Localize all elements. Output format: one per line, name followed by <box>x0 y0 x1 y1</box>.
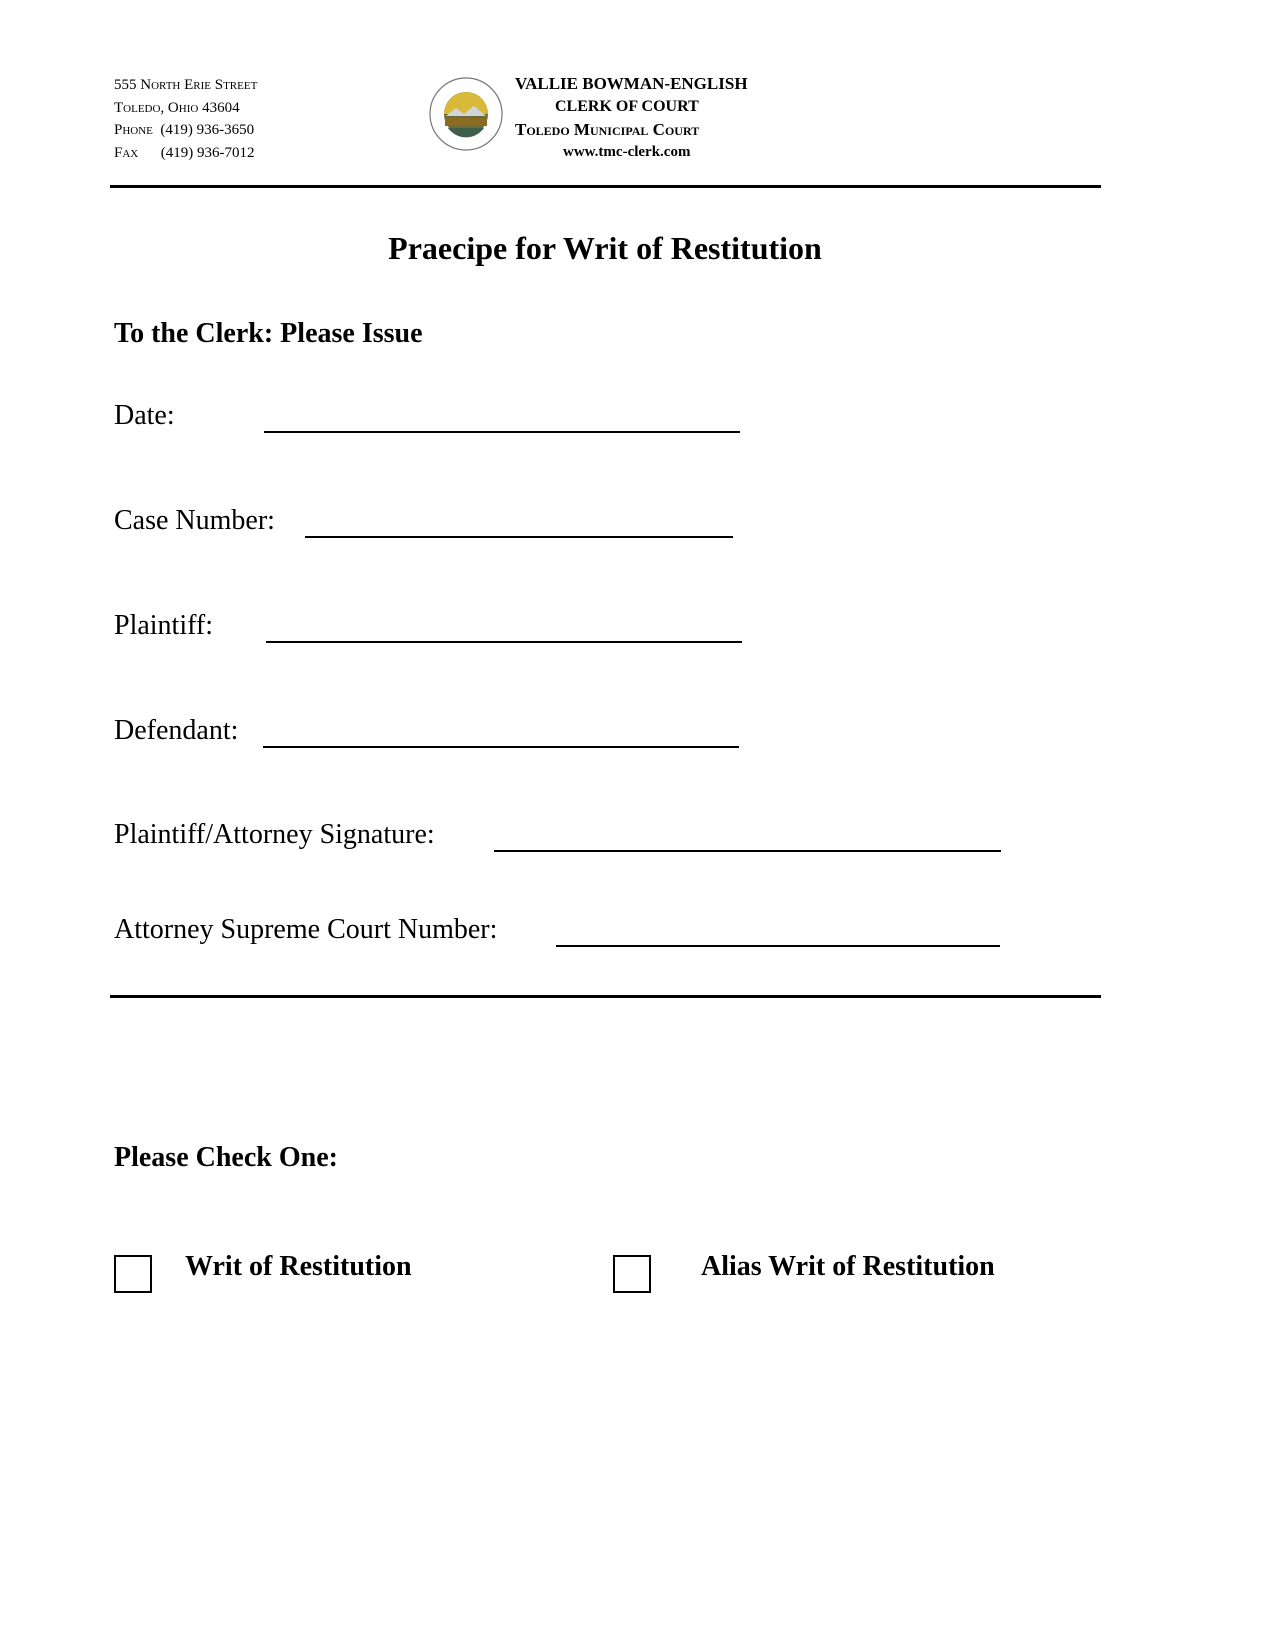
date-label: Date: <box>114 400 175 431</box>
signature-field[interactable] <box>494 850 1001 852</box>
alias-writ-label: Alias Writ of Restitution <box>701 1251 995 1282</box>
address-street: 555 North Erie Street <box>114 77 258 93</box>
header-divider <box>110 185 1101 188</box>
address-city: Toledo, Ohio 43604 <box>114 99 240 116</box>
clerk-name: VALLIE BOWMAN-ENGLISH <box>515 74 748 93</box>
defendant-field[interactable] <box>263 746 739 748</box>
address-fax: Fax (419) 936-7012 <box>114 144 255 161</box>
address-phone: Phone (419) 936-3650 <box>114 122 255 138</box>
writ-of-restitution-checkbox[interactable] <box>114 1255 152 1293</box>
court-seal-logo <box>428 76 504 152</box>
clerk-block <box>515 72 790 164</box>
supreme-court-number-field[interactable] <box>556 945 1000 947</box>
court-address <box>114 74 257 164</box>
alias-writ-checkbox[interactable] <box>613 1255 651 1293</box>
instruction-text: To the Clerk: Please Issue <box>114 318 423 349</box>
supreme-court-number-label: Attorney Supreme Court Number: <box>114 914 498 945</box>
plaintiff-label: Plaintiff: <box>114 610 214 641</box>
plaintiff-field[interactable] <box>266 641 742 643</box>
signature-label: Plaintiff/Attorney Signature: <box>114 819 435 850</box>
case-number-field[interactable] <box>305 536 733 538</box>
form-divider <box>110 995 1101 998</box>
check-heading: Please Check One: <box>114 1142 338 1173</box>
website-link[interactable]: www.tmc-clerk.com <box>563 144 691 160</box>
case-number-label: Case Number: <box>114 505 275 536</box>
defendant-label: Defendant: <box>114 715 239 746</box>
clerk-title: CLERK OF COURT <box>555 98 699 115</box>
date-field[interactable] <box>264 431 740 433</box>
court-name: Toledo Municipal Court <box>515 120 700 139</box>
form-title: Praecipe for Writ of Restitution <box>388 230 822 266</box>
writ-of-restitution-label: Writ of Restitution <box>185 1251 412 1282</box>
